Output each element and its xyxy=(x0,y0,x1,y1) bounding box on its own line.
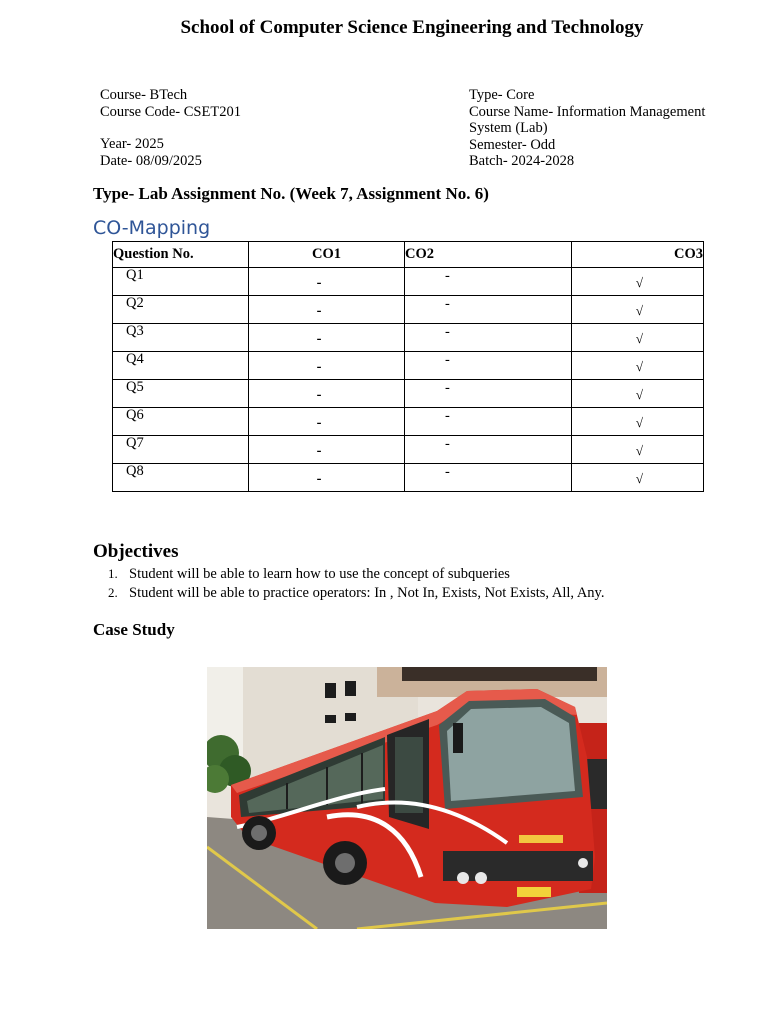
course-meta-left xyxy=(100,87,430,169)
co-mapping-heading: CO-Mapping xyxy=(93,217,211,239)
table-row xyxy=(113,296,704,324)
co3-cell-value: √ xyxy=(635,471,643,486)
question-cell xyxy=(113,352,249,380)
question-cell-value: Q1 xyxy=(126,267,144,283)
question-cell xyxy=(113,268,249,296)
co3-cell-value: √ xyxy=(635,387,643,402)
co2-cell-value: - xyxy=(445,464,450,480)
course-label: Course- BTech xyxy=(100,87,188,103)
co2-cell-value: - xyxy=(445,296,450,312)
course-name-label: Course Name- Information Management System (Lab) xyxy=(469,103,706,136)
co2-cell-value: - xyxy=(445,380,450,396)
co3-cell xyxy=(572,380,704,408)
co2-cell-value: - xyxy=(445,268,450,284)
co1-cell-value: - xyxy=(316,443,322,459)
table-row xyxy=(113,464,704,492)
co1-cell-value: - xyxy=(316,303,322,319)
co3-cell-value: √ xyxy=(635,443,643,458)
batch-label: Batch- 2024-2028 xyxy=(469,153,575,169)
co3-cell xyxy=(572,408,704,436)
table-header-row xyxy=(113,242,704,268)
co3-cell-value: √ xyxy=(635,415,643,430)
question-cell-value: Q6 xyxy=(126,407,144,423)
year-label: Year- 2025 xyxy=(100,136,164,152)
co1-cell xyxy=(249,296,405,324)
co3-cell xyxy=(572,268,704,296)
co1-cell xyxy=(249,324,405,352)
co2-cell-value: - xyxy=(445,436,450,452)
bus-illustration xyxy=(207,667,607,929)
objective-text: Student will be able to learn how to use the concept of subqueries xyxy=(129,566,510,582)
co2-cell xyxy=(405,408,572,436)
table-row xyxy=(113,408,704,436)
co3-cell xyxy=(572,324,704,352)
co1-cell-value: - xyxy=(316,387,322,403)
type-label: Type- Core xyxy=(469,87,535,103)
co3-cell-value: √ xyxy=(635,359,643,374)
co3-cell xyxy=(572,436,704,464)
co3-cell xyxy=(572,352,704,380)
question-cell xyxy=(113,464,249,492)
list-item xyxy=(93,566,604,585)
co1-cell xyxy=(249,380,405,408)
question-cell xyxy=(113,408,249,436)
list-number: 1. xyxy=(108,566,118,581)
co1-cell xyxy=(249,408,405,436)
assignment-title: Type- Lab Assignment No. (Week 7, Assignment No. 6) xyxy=(93,184,489,203)
course-meta-right xyxy=(469,87,739,170)
table-row xyxy=(113,352,704,380)
header-co1: CO1 xyxy=(249,242,405,268)
co1-cell-value: - xyxy=(316,275,322,291)
co1-cell xyxy=(249,352,405,380)
co1-cell-value: - xyxy=(316,471,322,487)
co-mapping-table xyxy=(112,241,704,492)
question-cell xyxy=(113,436,249,464)
co1-cell xyxy=(249,268,405,296)
co3-cell-value: √ xyxy=(635,275,643,290)
question-cell xyxy=(113,324,249,352)
question-cell-value: Q3 xyxy=(126,323,144,339)
question-cell-value: Q4 xyxy=(126,351,144,367)
question-cell xyxy=(113,380,249,408)
objectives-list xyxy=(93,566,604,604)
course-code-label: Course Code- CSET201 xyxy=(100,103,241,120)
question-cell xyxy=(113,296,249,324)
list-number: 2. xyxy=(108,585,118,600)
co1-cell xyxy=(249,464,405,492)
co1-cell-value: - xyxy=(316,359,322,375)
co1-cell xyxy=(249,436,405,464)
table-row xyxy=(113,436,704,464)
co2-cell-value: - xyxy=(445,324,450,340)
objective-text: Student will be able to practice operators: In , Not In, Exists, Not Exists, All, Any. xyxy=(129,585,605,601)
co2-cell xyxy=(405,380,572,408)
co2-cell xyxy=(405,436,572,464)
co2-cell-value: - xyxy=(445,408,450,424)
co2-cell xyxy=(405,464,572,492)
co1-cell-value: - xyxy=(316,331,322,347)
question-cell-value: Q8 xyxy=(126,463,144,479)
header-co2: CO2 xyxy=(405,242,572,268)
objectives-heading: Objectives xyxy=(93,541,179,562)
co3-cell xyxy=(572,296,704,324)
question-cell-value: Q2 xyxy=(126,295,144,311)
header-question-no: Question No. xyxy=(113,242,249,268)
co3-cell xyxy=(572,464,704,492)
semester-label: Semester- Odd xyxy=(469,136,556,153)
table-row xyxy=(113,380,704,408)
co3-cell-value: √ xyxy=(635,331,643,346)
co2-cell xyxy=(405,296,572,324)
co3-cell-value: √ xyxy=(635,303,643,318)
question-cell-value: Q7 xyxy=(126,435,144,451)
co1-cell-value: - xyxy=(316,415,322,431)
table-row xyxy=(113,268,704,296)
co2-cell xyxy=(405,352,572,380)
co2-cell-value: - xyxy=(445,352,450,368)
co2-cell xyxy=(405,324,572,352)
page-title: School of Computer Science Engineering and Technology xyxy=(180,17,644,38)
list-item xyxy=(93,585,604,604)
co2-cell xyxy=(405,268,572,296)
bus-photo xyxy=(207,667,607,929)
case-study-heading: Case Study xyxy=(93,620,175,639)
date-label: Date- 08/09/2025 xyxy=(100,152,202,169)
header-co3: CO3 xyxy=(572,242,704,268)
question-cell-value: Q5 xyxy=(126,379,144,395)
table-row xyxy=(113,324,704,352)
